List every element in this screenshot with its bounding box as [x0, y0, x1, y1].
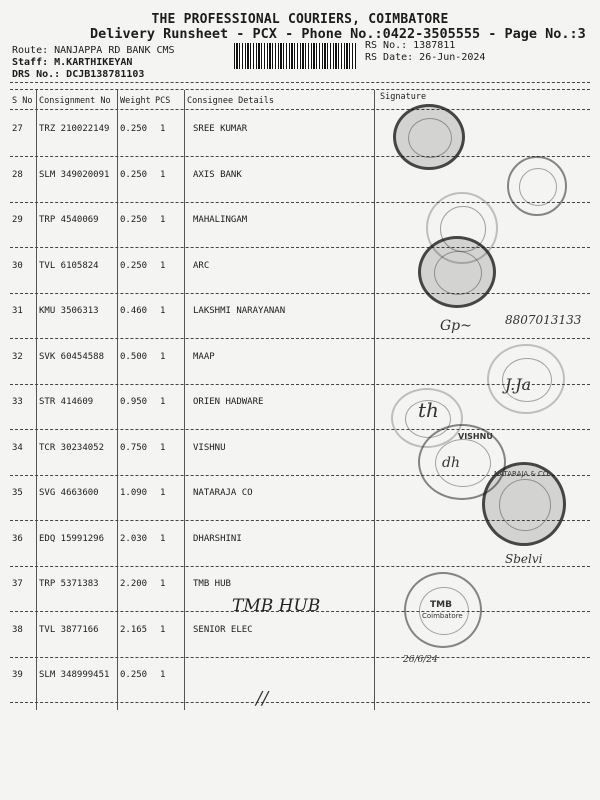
- column-header-signature: Signature: [380, 92, 427, 102]
- row-consignment-no: KMU 3506313: [39, 306, 99, 316]
- row-weight: 0.250: [120, 215, 148, 225]
- column-header-divider: [10, 109, 590, 110]
- row-divider: [10, 566, 590, 567]
- row-divider: [10, 429, 590, 430]
- row-weight: 2.165: [120, 625, 148, 635]
- row-weight: 0.460: [120, 306, 148, 316]
- row-weight: 0.750: [120, 443, 148, 453]
- row-sno: 28: [12, 170, 23, 180]
- row-consignment-no: TRP 5371383: [39, 579, 99, 589]
- row-consignment-no: SVK 60454588: [39, 352, 105, 362]
- row-pcs: 1: [160, 625, 166, 635]
- row-sno: 31: [12, 306, 23, 316]
- rs-date: RS Date: 26-Jun-2024: [365, 52, 486, 63]
- row-weight: 0.250: [120, 124, 148, 134]
- row-consignee: VISHNU: [193, 443, 226, 453]
- row-pcs: 1: [160, 534, 166, 544]
- stamp-vishnu-text: VISHNU: [458, 432, 493, 441]
- row-divider: [10, 657, 590, 658]
- row-sno: 38: [12, 625, 23, 635]
- row-weight: 0.500: [120, 352, 148, 362]
- row-pcs: 1: [160, 443, 166, 453]
- phone-scrawl: 8807013133: [505, 313, 582, 327]
- row-pcs: 1: [160, 488, 166, 498]
- rs-number: RS No.: 1387811: [365, 40, 456, 51]
- row-consignment-no: TVL 6105824: [39, 261, 99, 271]
- row-consignee: ARC: [193, 261, 210, 271]
- row-divider: [10, 338, 590, 339]
- row-weight: 0.250: [120, 261, 148, 271]
- date-scrawl: 26/6/24: [403, 655, 438, 665]
- row-consignee: MAAP: [193, 352, 215, 362]
- route-label: Route: NANJAPPA RD BANK CMS: [12, 45, 175, 56]
- row-consignment-no: TCR 30234052: [39, 443, 105, 453]
- row-sno: 34: [12, 443, 23, 453]
- row-consignee: NATARAJA CO: [193, 488, 253, 498]
- column-header-weight: Weight: [120, 96, 151, 106]
- row-pcs: 1: [160, 306, 166, 316]
- row-consignment-no: TRZ 210022149: [39, 124, 110, 134]
- stamp-tmb-text: TMB: [430, 600, 452, 610]
- row-sno: 36: [12, 534, 23, 544]
- signature-scrawl: Gp~: [440, 318, 472, 334]
- row-divider: [10, 702, 590, 703]
- column-header-sno: S No: [12, 96, 33, 106]
- row-weight: 1.090: [120, 488, 148, 498]
- row-consignment-no: SLM 348999451: [39, 670, 110, 680]
- drs-number: DRS No.: DCJB138781103: [12, 69, 145, 80]
- row-consignee: DHARSHINI: [193, 534, 242, 544]
- row-consignment-no: EDQ 15991296: [39, 534, 105, 544]
- row-sno: 27: [12, 124, 23, 134]
- row-pcs: 1: [160, 124, 166, 134]
- row-consignee: SREE KUMAR: [193, 124, 248, 134]
- bank-stamp: [507, 156, 567, 216]
- column-divider: [184, 90, 185, 710]
- header-divider: [10, 89, 590, 90]
- handwritten-tmb-hub: TMB HUB: [232, 596, 321, 616]
- column-divider: [374, 90, 375, 710]
- row-weight: 2.200: [120, 579, 148, 589]
- row-consignment-no: SLM 349020091: [39, 170, 110, 180]
- column-header-consignee: Consignee Details: [187, 96, 274, 106]
- row-divider: [10, 247, 590, 248]
- row-pcs: 1: [160, 670, 166, 680]
- row-sno: 33: [12, 397, 23, 407]
- row-pcs: 1: [160, 579, 166, 589]
- row-consignee: AXIS BANK: [193, 170, 242, 180]
- row-consignment-no: TVL 3877166: [39, 625, 99, 635]
- arc-stamp: [418, 236, 496, 308]
- row-consignee: LAKSHMI NARAYANAN: [193, 306, 286, 316]
- row-sno: 37: [12, 579, 23, 589]
- row-divider: [10, 293, 590, 294]
- company-title: THE PROFESSIONAL COURIERS, COIMBATORE: [151, 12, 449, 27]
- row-weight: 0.950: [120, 397, 148, 407]
- row-consignee: ORIEN HADWARE: [193, 397, 264, 407]
- row-divider: [10, 156, 590, 157]
- row-pcs: 1: [160, 170, 166, 180]
- signature-scrawl: dh: [442, 455, 460, 471]
- row-consignee: MAHALINGAM: [193, 215, 248, 225]
- stamp-nataraja-text: NATARAJA & CO.: [494, 470, 551, 478]
- row-consignment-no: SVG 4663600: [39, 488, 99, 498]
- signature-scrawl: J.Ja: [505, 375, 532, 394]
- signature-scrawl: th: [418, 398, 439, 422]
- signature-scrawl: Sbelvi: [505, 552, 543, 566]
- row-sno: 39: [12, 670, 23, 680]
- row-consignment-no: TRP 4540069: [39, 215, 99, 225]
- staff-label: Staff: M.KARTHIKEYAN: [12, 57, 133, 68]
- column-header-pcs: PCS: [155, 96, 171, 106]
- row-weight: 0.250: [120, 670, 148, 680]
- shop-stamp-sree-kumar: [393, 104, 465, 170]
- row-weight: 0.250: [120, 170, 148, 180]
- tmb-stamp: [404, 572, 482, 648]
- row-weight: 2.030: [120, 534, 148, 544]
- row-consignee: SENIOR ELEC: [193, 625, 253, 635]
- barcode: [234, 43, 356, 69]
- column-divider: [36, 90, 37, 710]
- runsheet-subtitle: Delivery Runsheet - PCX - Phone No.:0422-3505555 - Page No.:3: [90, 26, 586, 42]
- row-pcs: 1: [160, 397, 166, 407]
- row-pcs: 1: [160, 215, 166, 225]
- row-consignee: TMB HUB: [193, 579, 231, 589]
- row-sno: 35: [12, 488, 23, 498]
- row-sno: 29: [12, 215, 23, 225]
- column-header-consignment: Consignment No: [39, 96, 111, 106]
- row-sno: 32: [12, 352, 23, 362]
- stamp-tmb-city: Coimbatore: [422, 612, 463, 620]
- row-divider: [10, 202, 590, 203]
- row-sno: 30: [12, 261, 23, 271]
- row-consignment-no: STR 414609: [39, 397, 94, 407]
- row-pcs: 1: [160, 261, 166, 271]
- signature-scrawl: //: [256, 688, 269, 709]
- row-pcs: 1: [160, 352, 166, 362]
- header-divider: [10, 82, 590, 83]
- column-divider: [117, 90, 118, 710]
